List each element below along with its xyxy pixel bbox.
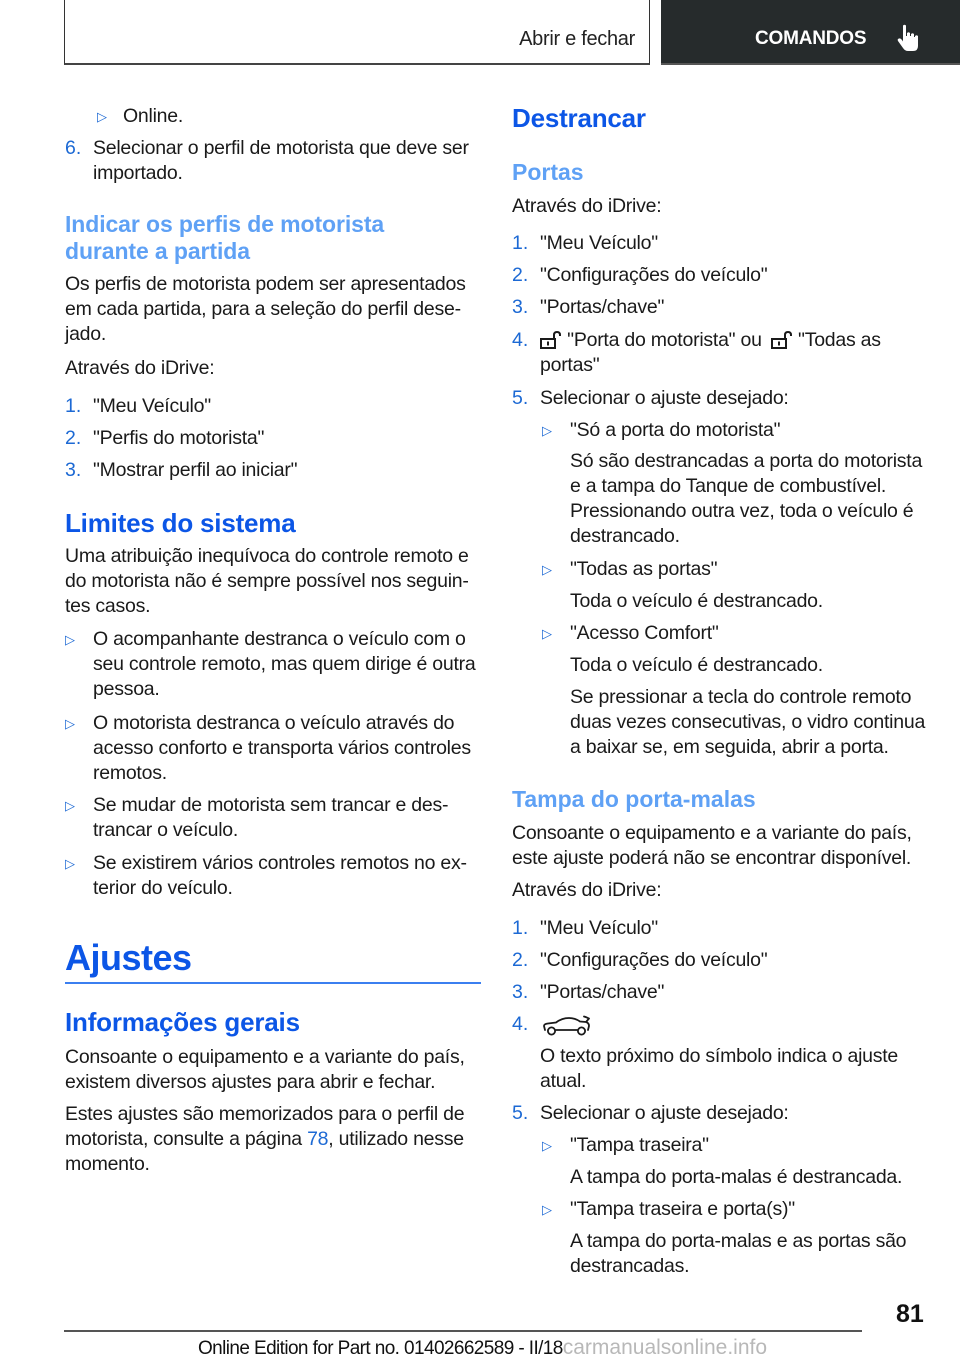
step-text: "Perfis do motorista" [93, 427, 265, 449]
step-description: O texto próximo do símbolo indica o ajuste [540, 1045, 899, 1067]
step-text: portas" [540, 354, 600, 376]
paragraph-line: momento. [65, 1153, 150, 1175]
step-text: "Portas/chave" [540, 981, 665, 1003]
bullet-text: terior do veículo. [93, 877, 233, 899]
step-text: "Portas/chave" [540, 296, 665, 318]
step-text [540, 328, 881, 354]
option-description: A tampa do porta-malas é destrancada. [570, 1166, 903, 1188]
bullet-text: acesso conforto e transporta vários controles [93, 737, 471, 759]
watermark: carmanualsonline.info [562, 1336, 768, 1359]
option-description: destrancado. [570, 525, 680, 547]
step-number: 3. [512, 296, 529, 318]
paragraph-line: Estes ajustes são memorizados para o perfil de [65, 1103, 465, 1125]
step-text: "Mostrar perfil ao iniciar" [93, 459, 298, 481]
section-heading-limites: Limites do sistema [65, 508, 296, 538]
bullet-triangle-icon: ▷ [65, 716, 75, 731]
bullet-text: O motorista destranca o veículo através do [93, 712, 455, 734]
pointing-hand-icon [897, 24, 919, 52]
paragraph-line: do motorista não é sempre possível nos seguin- [65, 570, 469, 592]
page-number: 81 [896, 1300, 924, 1328]
step-text: Selecionar o perfil de motorista que deve ser [93, 137, 469, 159]
paragraph-line: existem diversos ajustes para abrir e fechar. [65, 1071, 436, 1093]
bullet-triangle-icon: ▷ [65, 798, 75, 813]
bullet-text: Se mudar de motorista sem trancar e des- [93, 794, 449, 816]
header-section-tab [64, 0, 650, 65]
step-text: "Configurações do veículo" [540, 949, 768, 971]
option-description: A tampa do porta-malas e as portas são [570, 1230, 907, 1252]
step-number: 4. [512, 329, 529, 351]
option-label: "Tampa traseira e porta(s)" [570, 1198, 795, 1220]
step-text: "Meu Veículo" [93, 395, 211, 417]
subsection-heading-portas: Portas [512, 159, 584, 185]
step-number: 1. [512, 917, 529, 939]
step-number: 1. [512, 232, 529, 254]
bullet-text: seu controle remoto, mas quem dirige é outra [93, 653, 476, 675]
bullet-triangle-icon: ▷ [542, 626, 552, 641]
bullet-triangle-icon: ▷ [97, 109, 107, 124]
footer-edition [198, 1336, 767, 1360]
option-description: Só são destrancadas a porta do motorista [570, 450, 923, 472]
option-description: Toda o veículo é destrancado. [570, 654, 823, 676]
bullet-triangle-icon: ▷ [542, 423, 552, 438]
paragraph-line: jado. [65, 323, 107, 345]
via-idrive-label: Através do iDrive: [512, 879, 662, 901]
step-number: 5. [512, 387, 529, 409]
bullet-triangle-icon: ▷ [542, 1202, 552, 1217]
option-label: "Todas as portas" [570, 558, 718, 580]
header-chapter-tab [661, 0, 960, 65]
step-text-part: "Todas as [792, 329, 881, 351]
section-heading-destrancar: Destrancar [512, 103, 646, 133]
bullet-triangle-icon: ▷ [542, 1138, 552, 1153]
page-reference-link[interactable]: 78 [307, 1128, 329, 1150]
paragraph-line: este ajuste poderá não se encontrar disponível. [512, 847, 912, 869]
unlock-icon [540, 331, 562, 349]
option-description: destrancadas. [570, 1255, 690, 1277]
bullet-text: remotos. [93, 762, 167, 784]
option-description: Se pressionar a tecla do controle remoto [570, 686, 912, 708]
paragraph-line [65, 1127, 464, 1153]
option-label: "Acesso Comfort" [570, 622, 719, 644]
paragraph-line: Consoante o equipamento e a variante do país, [512, 822, 912, 844]
step-number: 6. [65, 137, 82, 159]
option-description: Pressionando outra vez, toda o veículo é [570, 500, 914, 522]
paragraph-text: motorista, consulte a página [65, 1128, 308, 1150]
step-text: "Meu Veículo" [540, 232, 658, 254]
step-number: 2. [65, 427, 82, 449]
via-idrive-label: Através do iDrive: [512, 195, 662, 217]
step-number: 3. [512, 981, 529, 1003]
section-label: Abrir e fechar [519, 28, 635, 50]
step-text: Selecionar o ajuste desejado: [540, 387, 789, 409]
chapter-heading-ajustes: Ajustes [65, 937, 192, 978]
option-description: e a tampa do Tanque de combustível. [570, 475, 887, 497]
car-trunk-open-icon [542, 1015, 592, 1037]
option-description: duas vezes consecutivas, o vidro continua [570, 711, 926, 733]
step-text-part: "Porta do motorista" ou [562, 329, 767, 351]
option-description: Toda o veículo é destrancado. [570, 590, 823, 612]
paragraph-line: tes casos. [65, 595, 151, 617]
chapter-label: COMANDOS [755, 28, 867, 49]
bullet-text: pessoa. [93, 678, 160, 700]
paragraph-line: Os perfis de motorista podem ser apresentados [65, 273, 466, 295]
step-number: 3. [65, 459, 82, 481]
section-heading-informacoes: Informações gerais [65, 1007, 300, 1037]
paragraph-line: em cada partida, para a seleção do perfil dese- [65, 298, 461, 320]
bullet-text: Se existirem vários controles remotos no ex- [93, 852, 467, 874]
step-number: 2. [512, 949, 529, 971]
bullet-triangle-icon: ▷ [65, 856, 75, 871]
step-number: 2. [512, 264, 529, 286]
option-description: a baixar se, em seguida, abrir a porta. [570, 736, 889, 758]
paragraph-text: , utilizado nesse [328, 1128, 464, 1150]
via-idrive-label: Através do iDrive: [65, 357, 215, 379]
section-heading-indicar: Indicar os perfis de motorista [65, 211, 385, 237]
unlock-icon [771, 331, 793, 349]
chapter-divider [65, 982, 481, 984]
option-label: "Tampa traseira" [570, 1134, 709, 1156]
step-number: 5. [512, 1102, 529, 1124]
section-heading-indicar: durante a partida [65, 238, 250, 264]
bullet-triangle-icon: ▷ [542, 562, 552, 577]
step-text: Selecionar o ajuste desejado: [540, 1102, 789, 1124]
bullet-triangle-icon: ▷ [65, 632, 75, 647]
bullet-text: O acompanhante destranca o veículo com o [93, 628, 466, 650]
step-description: atual. [540, 1070, 587, 1092]
step-text: "Meu Veículo" [540, 917, 658, 939]
footer-divider [64, 1330, 862, 1332]
step-number: 4. [512, 1013, 529, 1035]
step-text: "Configurações do veículo" [540, 264, 768, 286]
edition-text: Online Edition for Part no. 01402662589 - II/18 [198, 1338, 563, 1359]
bullet-text: Online. [123, 105, 184, 127]
bullet-text: trancar o veículo. [93, 819, 239, 841]
step-number: 1. [65, 395, 82, 417]
option-label: "Só a porta do motorista" [570, 419, 781, 441]
paragraph-line: Uma atribuição inequívoca do controle remoto e [65, 545, 469, 567]
paragraph-line: Consoante o equipamento e a variante do país, [65, 1046, 465, 1068]
subsection-heading-tampa: Tampa do porta-malas [512, 786, 756, 812]
step-text: importado. [93, 162, 183, 184]
